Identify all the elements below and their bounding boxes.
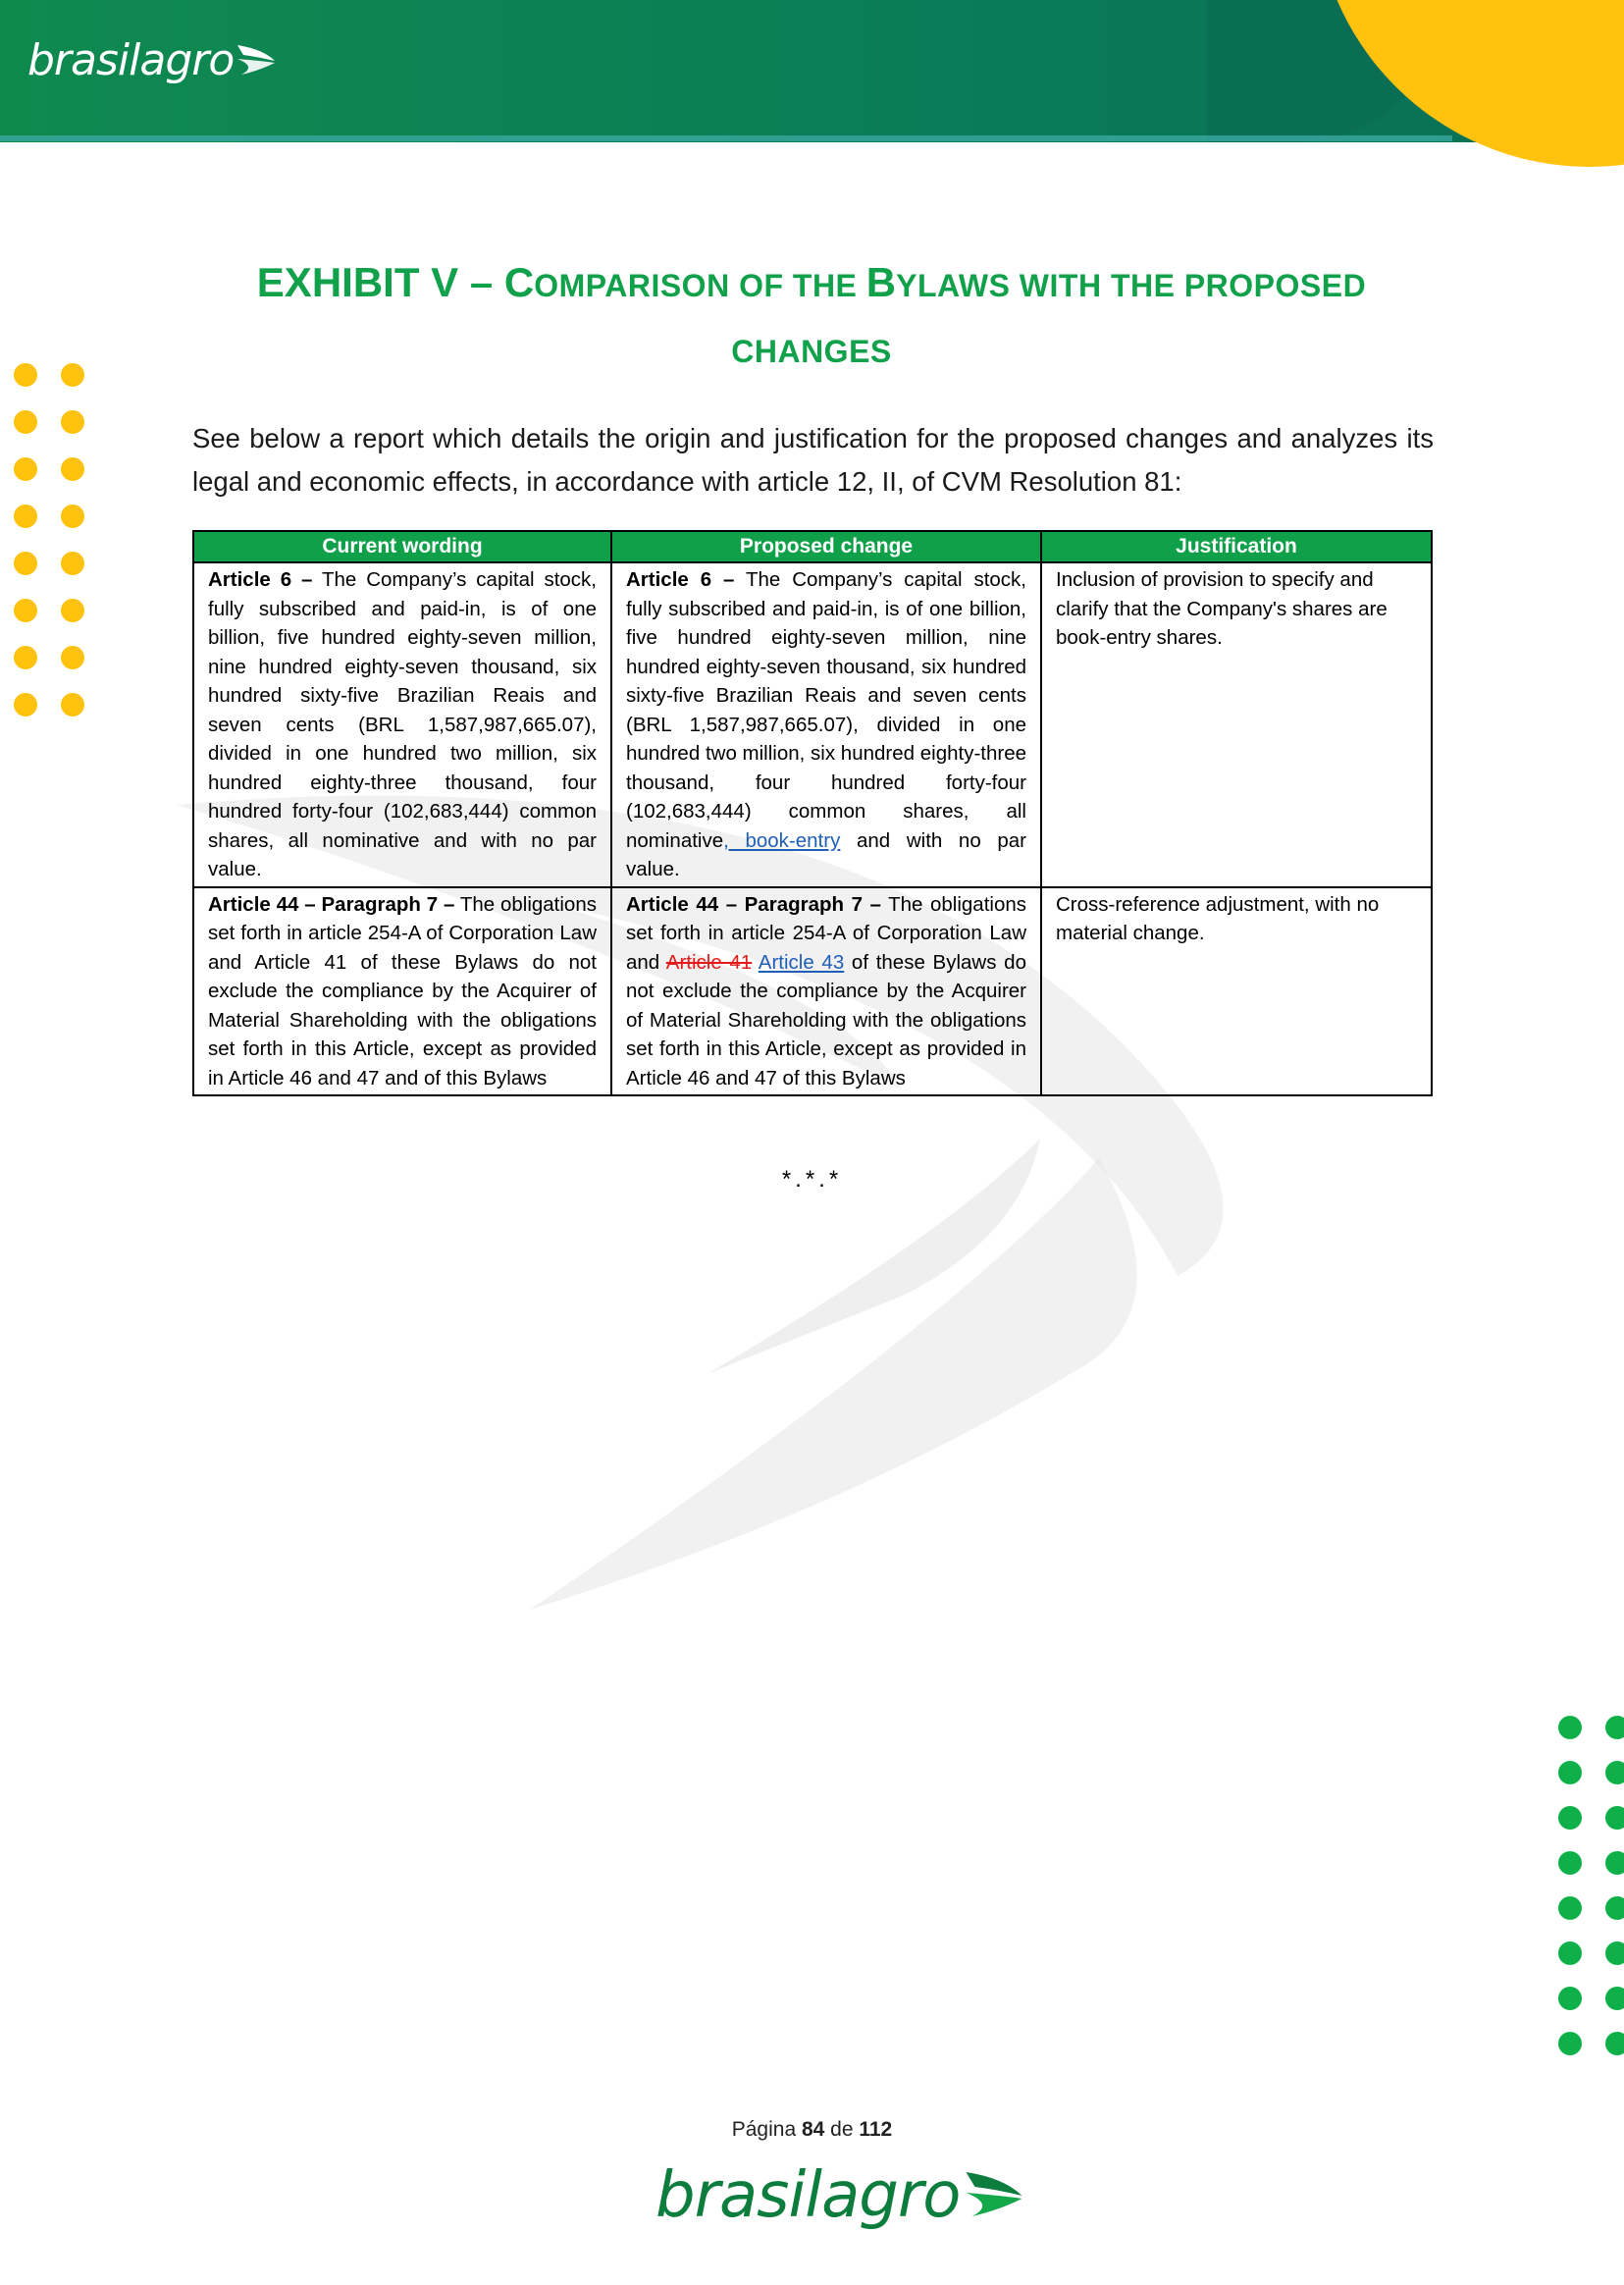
article-text-end: and with no par value. bbox=[626, 828, 1027, 880]
article-text: The obligations set forth in article 254-A of Corporation Law and bbox=[626, 892, 1026, 974]
decorative-dots-left bbox=[14, 363, 84, 717]
cell-justification: Cross-reference adjustment, with no material change. bbox=[1041, 887, 1432, 1096]
brand-logo-text: brasilagro bbox=[655, 2159, 961, 2232]
article-heading: Article 6 – bbox=[626, 568, 735, 591]
header-proposed-change: Proposed change bbox=[611, 531, 1041, 562]
title-rest: OMPARISON OF THE bbox=[534, 268, 866, 303]
title-lead: EXHIBIT V – C bbox=[256, 259, 535, 305]
title-line2: CHANGES bbox=[731, 334, 892, 369]
table-header-row bbox=[193, 531, 1432, 562]
brand-logo-text: brasilagro bbox=[27, 35, 235, 85]
inserted-text: , book-entry bbox=[723, 828, 841, 852]
section-separator: *.*.* bbox=[781, 1166, 843, 1193]
page-title bbox=[192, 253, 1431, 381]
article-text-end: of these Bylaws do not exclude the compliance by the Acquirer of Material Shareholding with the obligations set forth in this Article, except as provided in Article 46 and 47 of this Bylaws bbox=[626, 950, 1026, 1089]
cell-current-wording bbox=[193, 562, 611, 887]
cell-justification: Inclusion of provision to specify and clarify that the Company's shares are book-entry shares. bbox=[1041, 562, 1432, 887]
article-text: The Company’s capital stock, fully subscribed and paid-in, is of one billion, five hundred eighty-seven million, nine hundred eighty-seven thousand, six hundred sixty-five Brazilian Reais and seven cents (BRL 1,587,987,665.07), divided in one hundred two million, six hundred eighty-three thousand, four hundred forty-four (102,683,444) common shares, all nominative bbox=[626, 568, 1026, 852]
intro-paragraph: See below a report which details the origin and justification for the proposed changes and analyzes its legal and economic effects, in accordance with article 12, II, of CVM Resolution 81: bbox=[192, 423, 1434, 497]
header-accent-line bbox=[0, 135, 1452, 141]
brand-logo-top bbox=[27, 35, 279, 85]
inserted-text: Article 43 bbox=[758, 950, 845, 974]
page-current: 84 bbox=[801, 2118, 825, 2141]
cell-proposed-change bbox=[611, 887, 1041, 1096]
article-heading: Article 6 – bbox=[208, 568, 313, 591]
brand-logo-bottom bbox=[655, 2159, 1028, 2232]
cell-proposed-change bbox=[611, 562, 1041, 887]
article-heading: Article 44 – Paragraph 7 – bbox=[626, 892, 881, 916]
cell-current-wording bbox=[193, 887, 611, 1096]
header-justification: Justification bbox=[1041, 531, 1432, 562]
article-text: The Company’s capital stock, fully subscribed and paid-in, is of one billion, five hundred eighty-seven million, nine hundred eighty-seven thousand, six hundred sixty-five Brazilian Reais and seven cents (BRL 1,587,987,665.07), divided in one hundred two million, six hundred eighty-three thousand, four hundred forty-four (102,683,444) common shares, all nominative and with no par value. bbox=[208, 568, 597, 880]
page-total: 112 bbox=[859, 2118, 893, 2141]
decorative-dots-right bbox=[1558, 1716, 1624, 2055]
page-mid: de bbox=[824, 2118, 860, 2141]
header-current-wording: Current wording bbox=[193, 531, 611, 562]
deleted-text: Article 41 bbox=[665, 950, 753, 974]
title-cap: B bbox=[865, 259, 897, 305]
brand-swoosh-icon bbox=[234, 41, 279, 80]
page-number bbox=[0, 2118, 1624, 2142]
table-row bbox=[193, 562, 1432, 887]
title-tail: YLAWS WITH THE PROPOSED bbox=[896, 268, 1367, 303]
article-heading: Article 44 – Paragraph 7 – bbox=[208, 892, 455, 916]
page-prefix: Página bbox=[731, 2118, 802, 2141]
table-row bbox=[193, 887, 1432, 1096]
article-text: The obligations set forth in article 254-A of Corporation Law and Article 41 of these Bylaws do not exclude the compliance by the Acquirer of Material Shareholding with the obligations set forth in this Article, except as provided in Article 46 and 47 and of this Bylaws bbox=[208, 892, 597, 1089]
comparison-table bbox=[192, 530, 1433, 1096]
brand-swoosh-icon bbox=[960, 2166, 1028, 2225]
